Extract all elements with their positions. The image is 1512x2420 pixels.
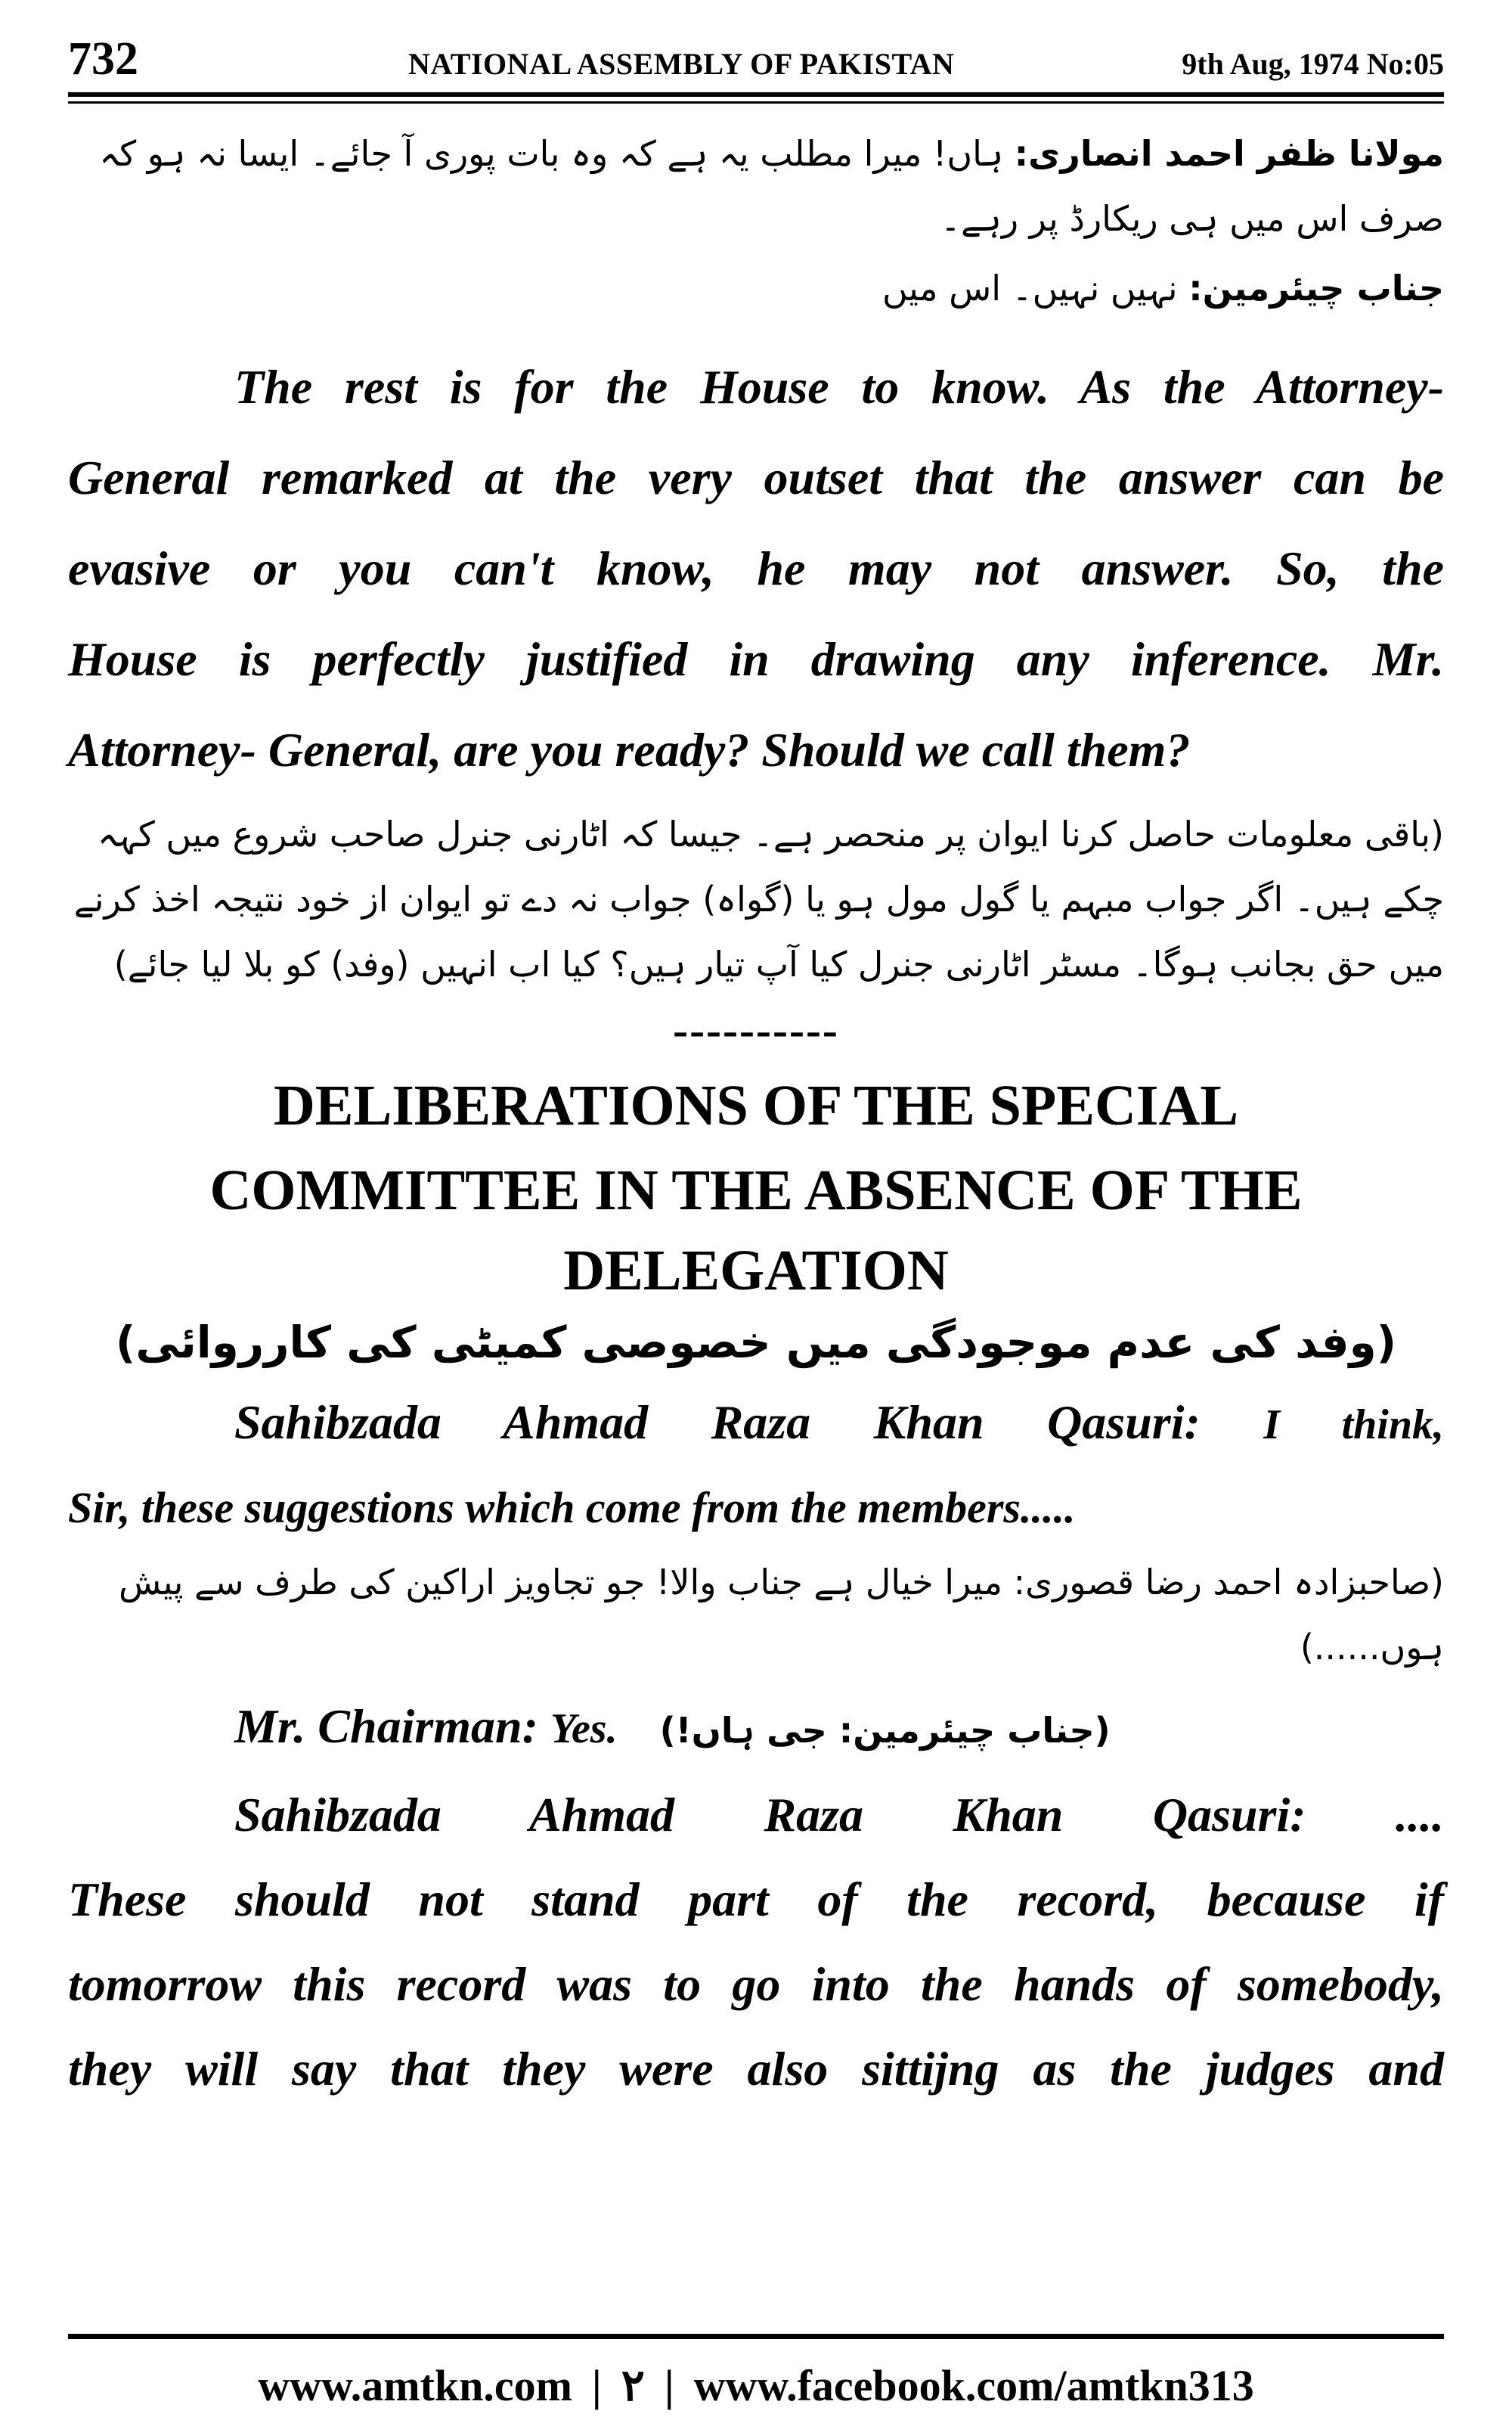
page-content	[68, 121, 1444, 2111]
section-heading-urdu: (وفد کی عدم موجودگی میں خصوصی کمیٹی کی کارروائی)	[115, 1317, 1397, 1368]
header-rule-thin	[68, 101, 1444, 104]
page-footer	[68, 2358, 1444, 2414]
body-line: House is perfectly justified in drawing any inference. Mr.	[68, 632, 1444, 686]
section-heading: DELIBERATIONS OF THE SPECIAL	[273, 1074, 1239, 1137]
body-line: The rest is for the House to know. As the Attorney-	[234, 360, 1444, 414]
urdu-paragraph	[68, 121, 1444, 251]
urdu-text: ہاں! میرا مطلب یہ ہے کہ وہ بات پوری آ جائے۔ ایسا نہ ہو کہ صرف اس میں ہی ریکارڈ پر رہے۔	[99, 133, 1444, 239]
footer-urdu-page-number: ۲	[621, 2361, 645, 2410]
urdu-inline: (جناب چیئرمین: جی ہاں!)	[659, 1710, 1111, 1751]
footer-separator: |	[664, 2361, 674, 2410]
page-header	[68, 29, 1444, 89]
body-line: evasive or you can't know, he may not answer. So, the	[68, 541, 1444, 595]
footer-facebook-link[interactable]: www.facebook.com/amtkn313	[693, 2361, 1254, 2410]
speech-text: ....	[1396, 1788, 1445, 1841]
footer-separator: |	[591, 2361, 602, 2410]
speech-text: I think,	[1263, 1401, 1445, 1448]
header-rule	[68, 92, 1444, 97]
section-heading: COMMITTEE IN THE ABSENCE OF THE	[209, 1159, 1303, 1222]
speech-text: Yes.	[550, 1705, 618, 1752]
running-title: NATIONAL ASSEMBLY OF PAKISTAN	[408, 47, 955, 81]
speech-line: Sir, these suggestions which come from the members.....	[68, 1483, 1076, 1532]
speech-line	[68, 1381, 1444, 1466]
body-line: General remarked at the very outset that the answer can be	[68, 451, 1444, 504]
body-line: they will say that they were also sittijng as the judges and	[68, 2042, 1444, 2096]
speech-line	[68, 1684, 1444, 1773]
footer-website-link[interactable]: www.amtkn.com	[258, 2361, 572, 2410]
speaker-name: Sahibzada Ahmad Raza Khan Qasuri:	[234, 1788, 1306, 1841]
urdu-translation: (صاحبزادہ احمد رضا قصوری: میرا خیال ہے جناب والا! جو تجاویز اراکین کی طرف سے پیش ہوں......)	[119, 1562, 1444, 1668]
speaker-name: Sahibzada Ahmad Raza Khan Qasuri:	[234, 1395, 1201, 1449]
section-heading: DELEGATION	[563, 1239, 949, 1302]
body-line: Attorney- General, are you ready? Should we call them?	[68, 723, 1191, 777]
speech-line	[68, 1773, 1444, 1857]
speaker-name: Mr. Chairman:	[234, 1699, 538, 1753]
page-number: 732	[68, 33, 138, 85]
section-separator: ----------	[673, 1005, 839, 1055]
session-date: 9th Aug, 1974 No:05	[1182, 47, 1444, 81]
body-line: tomorrow this record was to go into the hands of somebody,	[68, 1957, 1444, 2011]
urdu-speaker: مولانا ظفر احمد انصاری:	[1014, 133, 1444, 174]
footer-rule	[68, 2334, 1444, 2339]
body-line: These should not stand part of the record, because if	[68, 1872, 1444, 1926]
urdu-speaker: جناب چیئرمین:	[1188, 268, 1444, 309]
urdu-paragraph	[68, 256, 1444, 321]
urdu-text: نہیں نہیں۔ اس میں	[881, 268, 1178, 309]
urdu-translation: (باقی معلومات حاصل کرنا ایوان پر منحصر ہے۔ جیسا کہ اٹارنی جنرل صاحب شروع میں کہہ چکے ہیں۔ اگر جواب مبہم یا گول مول ہو یا (گواہ) جواب نہ دے تو ایوان از خود نتیجہ اخذ کرنے میں حق بجانب ہوگا۔ مسٹر اٹارنی جنرل کیا آپ تیار ہیں؟ کیا اب انہیں (وفد) کو بلا لیا جائے)	[73, 814, 1444, 985]
